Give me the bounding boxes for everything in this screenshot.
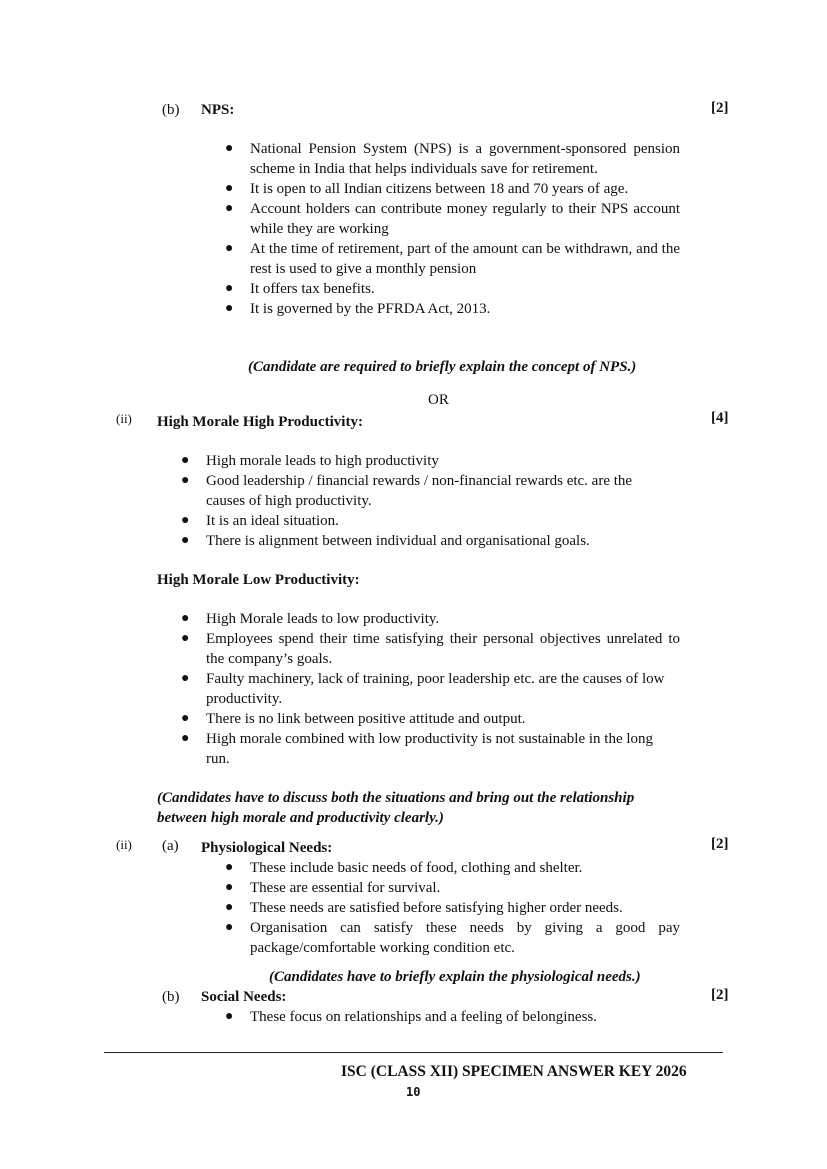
bullet-icon: ●: [225, 1009, 234, 1024]
bullet-icon: ●: [225, 201, 234, 216]
list-item: ● It is open to all Indian citizens between 18 and 70 years of age.: [225, 181, 629, 197]
list-item: ● These focus on relationships and a feeling of belonginess.: [225, 1009, 597, 1025]
part-label-b-social: (b): [162, 989, 180, 1005]
bullet-icon: ●: [225, 900, 234, 915]
list-item: ● These are essential for survival.: [225, 880, 441, 896]
or-separator: OR: [428, 392, 449, 408]
list-item: ● National Pension System (NPS) is a government-sponsored pension scheme in India that helps individuals save for retirement.: [225, 141, 680, 177]
bullet-icon: ●: [181, 611, 190, 626]
bullet-icon: ●: [225, 141, 234, 156]
bullet-icon: ●: [181, 631, 190, 646]
list-item: ● Good leadership / financial rewards / non-financial rewards etc. are the causes of high productivity.: [181, 473, 633, 509]
high-morale-low-productivity-heading: High Morale Low Productivity:: [157, 572, 360, 588]
nps-heading: NPS:: [201, 102, 235, 118]
bullet-icon: ●: [225, 281, 234, 296]
physiological-needs-heading: Physiological Needs:: [201, 840, 333, 856]
question-label-ii-needs: (ii): [116, 837, 132, 852]
bullet-icon: ●: [225, 301, 234, 316]
bullet-icon: ●: [181, 473, 190, 488]
nps-bullet-list: [225, 139, 680, 319]
bullet-icon: ●: [225, 241, 234, 256]
marks-morale: [4]: [711, 410, 729, 426]
list-item: ● Faulty machinery, lack of training, poor leadership etc. are the causes of low productivity.: [181, 671, 665, 707]
high-morale-high-productivity-heading: High Morale High Productivity:: [157, 414, 363, 430]
marks-physiological: [2]: [711, 836, 729, 852]
list-item: ● These include basic needs of food, clothing and shelter.: [225, 860, 583, 876]
physiological-bullet-list: [225, 858, 680, 958]
footer-divider: [104, 1052, 723, 1053]
bullet-icon: ●: [225, 181, 234, 196]
list-item: ● Employees spend their time satisfying their personal objectives unrelated to the company’s goals.: [181, 631, 680, 667]
question-label-ii: (ii): [116, 411, 132, 426]
social-bullet-list: [225, 1007, 680, 1027]
physiological-examiner-note: (Candidates have to briefly explain the physiological needs.): [269, 969, 641, 985]
list-item: ● It is an ideal situation.: [181, 513, 339, 529]
marks-social: [2]: [711, 987, 729, 1003]
list-item: ● It is governed by the PFRDA Act, 2013.: [225, 301, 491, 317]
list-item: ● At the time of retirement, part of the amount can be withdrawn, and the rest is used to give a monthly pension: [225, 241, 680, 277]
bullet-icon: ●: [225, 880, 234, 895]
marks-nps: [2]: [711, 100, 729, 116]
bullet-icon: ●: [181, 671, 190, 686]
list-item: ● High Morale leads to low productivity.: [181, 611, 440, 627]
list-item: ● There is alignment between individual and organisational goals.: [181, 533, 590, 549]
bullet-icon: ●: [181, 533, 190, 548]
nps-examiner-note: (Candidate are required to briefly explain the concept of NPS.): [248, 359, 637, 375]
list-item: ● High morale combined with low productivity is not sustainable in the long run.: [181, 731, 654, 767]
bullet-icon: ●: [181, 711, 190, 726]
page-number: 10: [406, 1085, 421, 1099]
bullet-icon: ●: [181, 731, 190, 746]
list-item: ● It offers tax benefits.: [225, 281, 375, 297]
morale-examiner-note: (Candidates have to discuss both the situations and bring out the relationship between high morale and productivity clearly.): [157, 790, 635, 826]
bullet-icon: ●: [181, 453, 190, 468]
list-item: ● Organisation can satisfy these needs by giving a good pay package/comfortable working condition etc.: [225, 920, 680, 956]
list-item: ● Account holders can contribute money regularly to their NPS account while they are working: [225, 201, 680, 237]
high-productivity-bullet-list: [181, 451, 666, 551]
list-item: ● There is no link between positive attitude and output.: [181, 711, 526, 727]
low-productivity-bullet-list: [181, 609, 680, 769]
part-label-b: (b): [162, 102, 180, 118]
part-label-a: (a): [162, 838, 179, 854]
list-item: ● These needs are satisfied before satisfying higher order needs.: [225, 900, 623, 916]
bullet-icon: ●: [225, 920, 234, 935]
footer-title: ISC (CLASS XII) SPECIMEN ANSWER KEY 2026: [341, 1063, 687, 1080]
list-item: ● High morale leads to high productivity: [181, 453, 439, 469]
bullet-icon: ●: [181, 513, 190, 528]
bullet-icon: ●: [225, 860, 234, 875]
social-needs-heading: Social Needs:: [201, 989, 287, 1005]
